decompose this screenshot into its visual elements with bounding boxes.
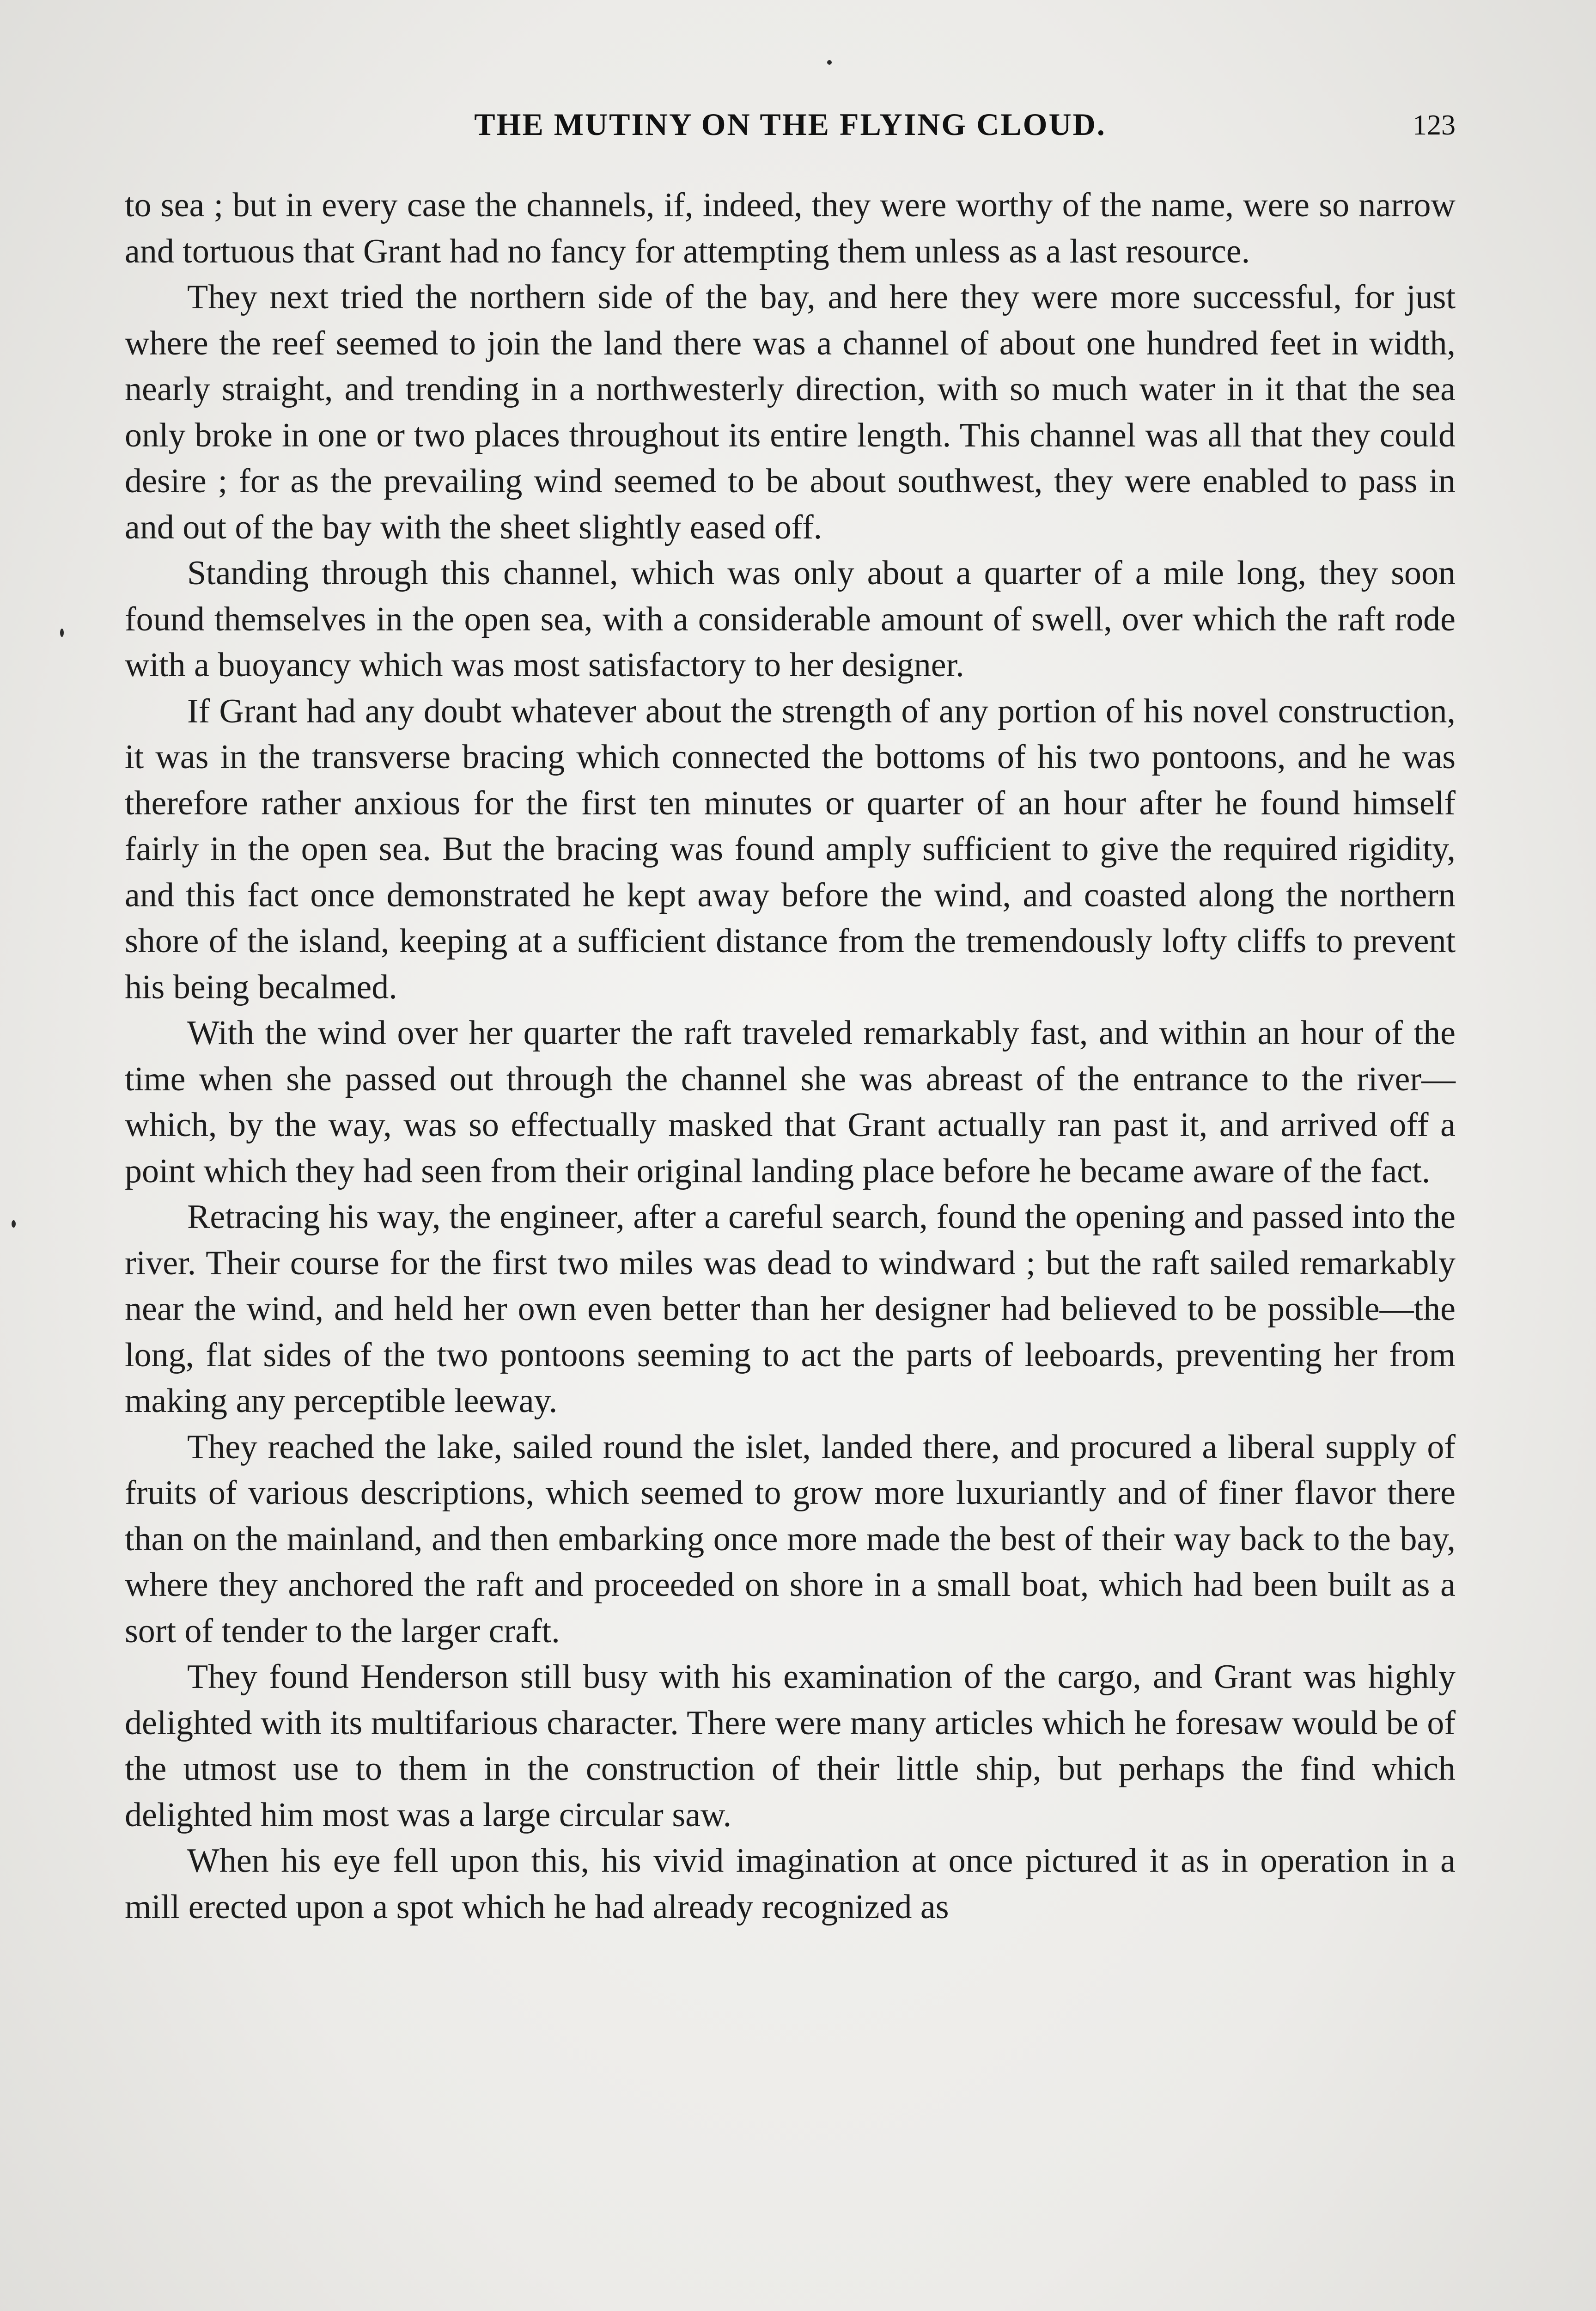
scan-speck <box>12 1220 16 1228</box>
paragraph: If Grant had any doubt whatever about the strength of any portion of his novel construction, it was in the transverse bracing which connected the bottoms of his two pontoons, and he was therefore rather anxious for the first ten minutes or quarter of an hour after he found himself fairly in the open sea. But the bracing was found amply sufficient to give the required rigidity, and this fact once demonstrated he kept away before the wind, and coasted along the northern shore of the island, keeping at a sufficient distance from the tremendously lofty cliffs to prevent his being becalmed. <box>125 692 1456 1006</box>
page-number: 123 <box>1413 110 1456 141</box>
paragraph: When his eye fell upon this, his vivid imagination at once pictured it as in operation in a mill erected upon a spot which he had already recognized as <box>125 1842 1456 1926</box>
paragraph: Retracing his way, the engineer, after a careful search, found the opening and passed into the river. Their course for the first two miles was dead to windward ; but the raft sailed remarkably near the wind, and held her own even better than her designer had believed to be possible—the long, flat sides of the two pontoons seeming to act the parts of leeboards, preventing her from making any perceptible leeway. <box>125 1198 1456 1420</box>
paragraph: With the wind over her quarter the raft traveled remarkably fast, and within an hour of the time when she passed out through the channel she was abreast of the entrance to the river—which, by the way, was so effectually masked that Grant actually ran past it, and arrived off a point which they had seen from their original landing place before he became aware of the fact. <box>125 1014 1456 1190</box>
scan-speck <box>827 60 832 65</box>
scan-speck <box>60 629 64 637</box>
paragraph: Standing through this channel, which was only about a quarter of a mile long, they soon found themselves in the open sea, with a considerable amount of swell, over which the raft rode with a buoyancy which was most satisfactory to her designer. <box>125 554 1456 684</box>
paragraph: They reached the lake, sailed round the islet, landed there, and procured a liberal supply of fruits of various descriptions, which seemed to grow more luxuriantly and of finer flavor there than on the mainland, and then embarking once more made the best of their way back to the bay, where they anchored the raft and proceeded on shore in a small boat, which had been built as a sort of tender to the larger craft. <box>125 1428 1456 1650</box>
paragraph: to sea ; but in every case the channels, if, indeed, they were worthy of the name, were so narrow and tortuous that Grant had no fancy for attempting them unless as a last resource. <box>125 186 1456 270</box>
paragraph: They found Henderson still busy with his examination of the cargo, and Grant was highly delighted with its multifarious character. There were many articles which he foresaw would be of the utmost use to them in the construction of their little ship, but perhaps the find which delighted him most was a large circular saw. <box>125 1658 1456 1834</box>
running-title: THE MUTINY ON THE FLYING CLOUD. <box>474 107 1106 142</box>
body-text <box>125 183 1456 1930</box>
paragraph: They next tried the northern side of the bay, and here they were more successful, for just where the reef seemed to join the land there was a channel of about one hundred feet in width, nearly straight, and trending in a northwesterly direction, with so much water in it that the sea only broke in one or two places throughout its entire length. This channel was all that they could desire ; for as the prevailing wind seemed to be about southwest, they were enabled to pass in and out of the bay with the sheet slightly eased off. <box>125 278 1456 546</box>
running-head <box>125 106 1456 157</box>
